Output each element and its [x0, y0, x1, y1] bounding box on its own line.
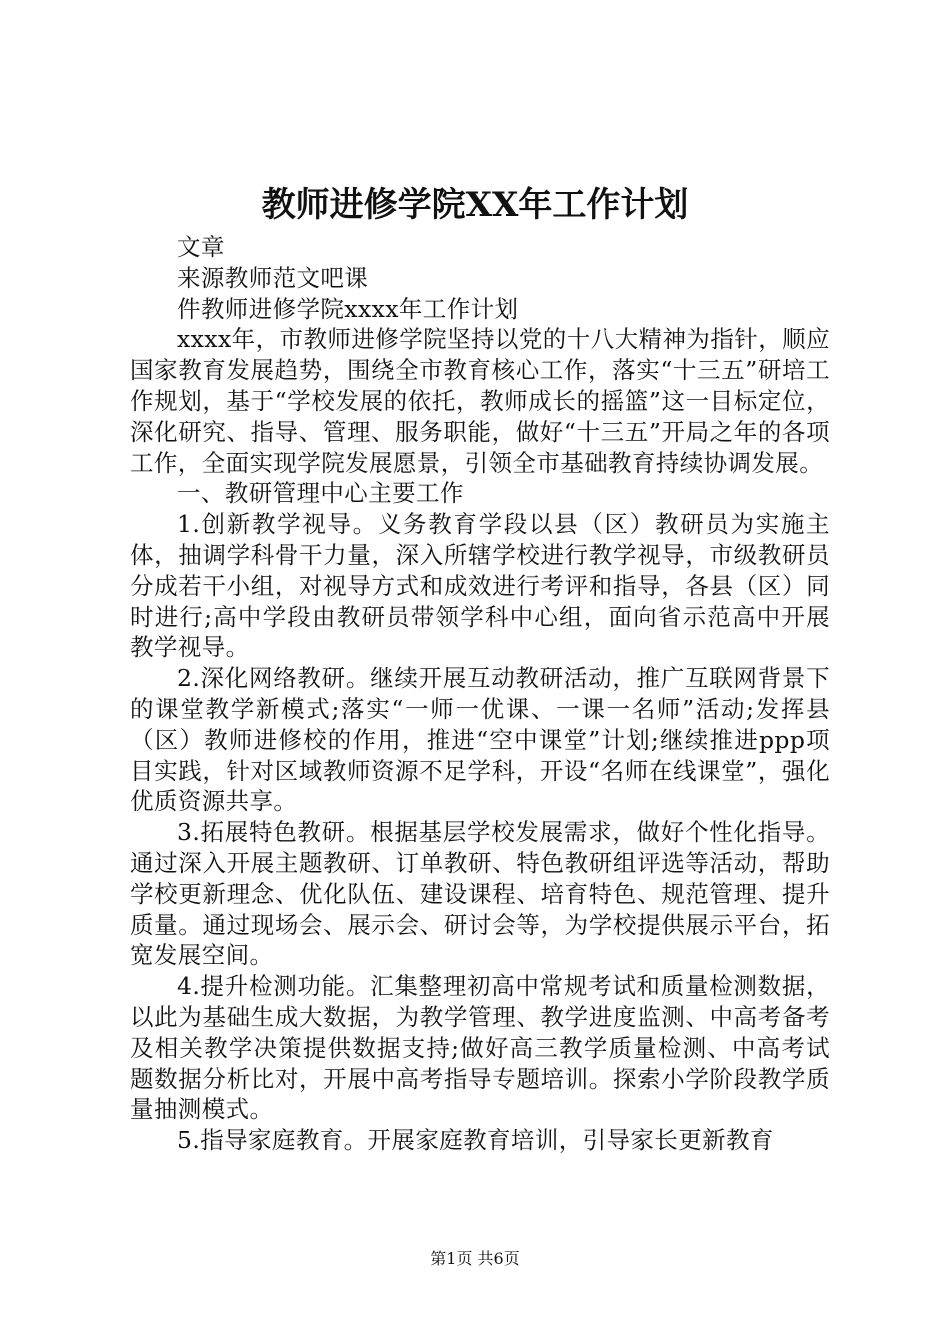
paragraph-item-3: 3.拓展特色教研。根据基层学校发展需求，做好个性化指导。通过深入开展主题教研、订单教研、特色教研组评选等活动，帮助学校更新理念、优化队伍、建设课程、培育特色、规范管理、提升质量。通过现场会、展示会、研讨会等，为学校提供展示平台，拓宽发展空间。	[130, 818, 830, 970]
document-title: 教师进修学院XX年工作计划	[261, 185, 689, 225]
paragraph-intro: xxxx年，市教师进修学院坚持以党的十八大精神为指针，顺应国家教育发展趋势，围绕全市教育核心工作，落实“十三五”研培工作规划，基于“学校发展的依托，教师成长的摇篮”这一目标定位，深化研究、指导、管理、服务职能，做好“十三五”开局之年的各项工作，全面实现学院发展愿景，引领全市基础教育持续协调发展。	[130, 325, 830, 477]
section-heading: 一、教研管理中心主要工作	[177, 479, 464, 508]
paragraph-subtitle: 件教师进修学院xxxx年工作计划	[177, 294, 519, 323]
paragraph-item-5: 5.指导家庭教育。开展家庭教育培训，引导家长更新教育	[177, 1126, 774, 1155]
paragraph-item-1: 1.创新教学视导。义务教育学段以县（区）教研员为实施主体，抽调学科骨干力量，深入所辖学校进行教学视导，市级教研员分成若干小组，对视导方式和成效进行考评和指导，各县（区）同时进行;高中学段由教研员带领学科中心组，面向省示范高中开展教学视导。	[130, 510, 830, 662]
paragraph-source: 来源教师范文吧课	[177, 263, 369, 292]
page-footer: 第1页 共6页	[430, 1249, 520, 1268]
document-body	[130, 232, 830, 1156]
paragraph-article-label: 文章	[177, 233, 225, 261]
paragraph-item-4: 4.提升检测功能。汇集整理初高中常规考试和质量检测数据，以此为基础生成大数据，为教学管理、教学进度监测、中高考备考及相关教学决策提供数据支持;做好高三教学质量检测、中高考试题数据分析比对，开展中高考指导专题培训。探索小学阶段教学质量抽测模式。	[130, 972, 830, 1124]
paragraph-item-2: 2.深化网络教研。继续开展互动教研活动，推广互联网背景下的课堂教学新模式;落实“一师一优课、一课一名师”活动;发挥县（区）教师进修校的作用，推进“空中课堂”计划;继续推进ppp项目实践，针对区域教师资源不足学科，开设“名师在线课堂”，强化优质资源共享。	[130, 664, 830, 816]
